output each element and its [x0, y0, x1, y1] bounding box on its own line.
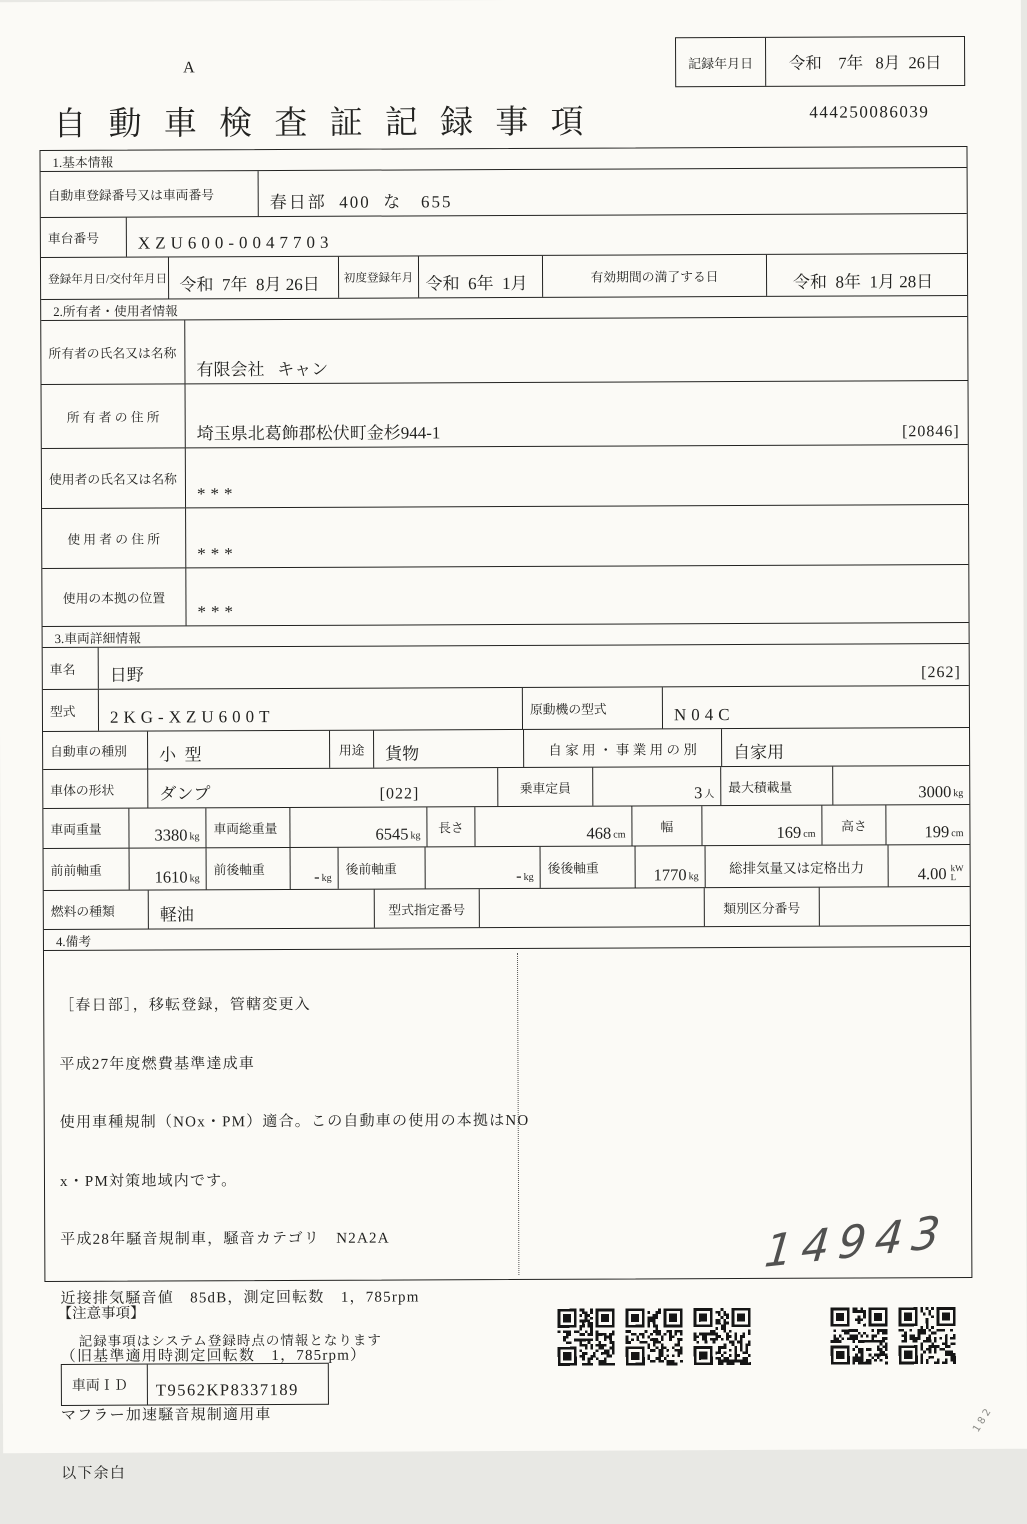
vehicle-class-value: 小 型: [148, 731, 330, 769]
body-shape-label: 車体の形状: [43, 770, 148, 808]
row-user-name: [42, 445, 968, 509]
private-business-value: 自家用: [733, 743, 785, 763]
remarks-text: [59, 956, 531, 1524]
capacity-label: 乗車定員: [498, 768, 593, 806]
displacement-unit: [951, 864, 964, 883]
length-label: 長さ: [427, 807, 475, 846]
car-name-label: 車名: [43, 648, 99, 689]
capacity-value: 3: [694, 783, 703, 803]
use-label: 用途: [330, 731, 374, 768]
width-cell: [702, 806, 822, 846]
row-owner-name: [41, 317, 967, 385]
vehicle-id-label: 車両ＩＤ: [62, 1365, 148, 1405]
displacement-label: 総排気量又は定格出力: [706, 845, 889, 887]
first-registration-label: 初度登録年月: [339, 256, 419, 297]
axle-fr-unit: kg: [321, 872, 332, 884]
type-designation-value: [480, 888, 705, 927]
remarks-line: 使用車種規制（NOx・PM）適合。この自動車の使用の本拠はNO: [59, 1112, 530, 1131]
remarks-line: 平成28年騒音規制車，騒音カテゴリ N2A2A: [60, 1230, 390, 1248]
page-title: 自 動 車 検 査 証 記 録 事 項: [53, 104, 591, 143]
notice-heading: 【注意事項】: [57, 1305, 145, 1322]
owner-address-code: [20846]: [902, 423, 960, 441]
handwritten-number: 14943: [762, 1205, 952, 1279]
use-value: 貨物: [374, 730, 524, 768]
width-unit: cm: [803, 828, 816, 840]
qr-code: [831, 1307, 888, 1364]
row-dates: [41, 254, 967, 300]
width-label: 幅: [632, 806, 702, 845]
row-axle-weights: [44, 845, 970, 891]
axle-ff-label: 前前軸重: [44, 849, 130, 890]
body-shape-cell: [148, 768, 498, 808]
fuel-value: 軽油: [149, 890, 375, 929]
displacement-unit-bottom: L: [950, 872, 957, 883]
vehicle-id-value: T9562KP8337189: [155, 1379, 299, 1400]
page-marker: A: [183, 59, 195, 77]
registration-number-value: 春日部 400 な 655: [269, 192, 453, 213]
model-value: 2KG-XZU600T: [99, 688, 523, 731]
axle-rf-cell: [426, 847, 541, 889]
registration-date-value: 令和 7年 8月 26日: [169, 257, 339, 299]
axle-ff-cell: [130, 848, 207, 889]
user-address-label: 使 用 者 の 住 所: [42, 508, 186, 568]
chassis-number-label: 車台番号: [41, 218, 127, 257]
axle-rf-label: 後前軸重: [339, 847, 426, 888]
row-class-use: [43, 728, 969, 770]
displacement-value: 4.00: [917, 863, 947, 884]
row-chassis-number: [41, 214, 967, 258]
remarks-line: ［春日部］，移転登録，管轄変更入: [59, 996, 311, 1014]
corner-note: 182: [970, 1404, 996, 1435]
owner-name-label: 所有者の氏名又は名称: [41, 320, 185, 384]
record-date-value: 令和 7年 8月 26日: [788, 53, 942, 73]
base-location-value: ***: [197, 602, 239, 622]
gross-weight-cell: [290, 807, 427, 847]
axle-ff-value: 1610: [154, 867, 188, 887]
weight-label: 車両重量: [43, 809, 129, 848]
qr-code: [899, 1307, 956, 1364]
expiry-date-label: 有効期間の満了する日: [543, 255, 767, 297]
axle-rr-unit: kg: [688, 871, 699, 883]
qr-code: [626, 1308, 683, 1365]
user-name-label: 使用者の氏名又は名称: [42, 448, 186, 508]
vehicle-id-box: [61, 1363, 329, 1406]
width-value: 169: [776, 822, 802, 842]
axle-fr-value: -: [314, 866, 320, 886]
axle-rr-cell: [636, 846, 706, 887]
notice-text: 記録事項はシステム登録時点の情報となります: [78, 1332, 382, 1349]
row-fuel: [44, 887, 970, 930]
section-heading-remarks: 4.備考: [44, 926, 970, 951]
axle-rr-value: 1770: [653, 865, 687, 885]
vehicle-class-label: 自動車の種別: [43, 732, 148, 769]
body-shape-code: [022]: [379, 785, 420, 803]
section-heading-basic: 1.基本情報: [40, 147, 966, 172]
remarks-line: （旧基準適用時測定回転数 1，785rpm）: [60, 1347, 367, 1365]
axle-fr-cell: [291, 848, 339, 889]
length-unit: cm: [613, 829, 626, 841]
owner-name-value: 有限会社 キャン: [196, 360, 329, 380]
capacity-cell: [593, 767, 721, 806]
remarks-line: マフラー加速騒音規制適用車: [60, 1406, 272, 1424]
owner-address-label: 所 有 者 の 住 所: [42, 384, 186, 448]
displacement-unit-top: kW: [950, 863, 964, 874]
displacement-cell: [889, 845, 970, 886]
registration-number-label: 自動車登録番号又は車両番号: [41, 171, 259, 217]
axle-fr-label: 前後軸重: [207, 848, 291, 889]
row-owner-address: [42, 381, 968, 449]
length-cell: [475, 806, 632, 846]
height-unit: cm: [951, 828, 964, 840]
car-name-code: [262]: [921, 664, 961, 682]
max-load-value: 3000: [918, 781, 952, 802]
document-number: 444250086039: [809, 102, 930, 122]
row-user-address: [42, 505, 968, 569]
row-base-location: [42, 565, 968, 627]
private-business-label: 自 家 用 ・ 事 業 用 の 別: [524, 729, 722, 767]
section-heading-owner: 2.所有者・使用者情報: [41, 296, 967, 321]
row-shape-capacity: [43, 766, 969, 809]
user-address-value: ***: [197, 544, 238, 564]
height-cell: [886, 805, 969, 844]
remarks-line: 近接排気騒音値 85dB，測定回転数 1，785rpm: [60, 1288, 420, 1307]
fuel-label: 燃料の種類: [44, 891, 149, 929]
length-value: 468: [586, 823, 612, 843]
max-load-label: 最大積載量: [721, 767, 833, 805]
owner-address-value: 埼玉県北葛飾郡松伏町金杉944-1: [196, 423, 441, 444]
first-registration-value: 令和 6年 1月: [419, 256, 543, 298]
remarks-line: x・PM対策地域内です。: [59, 1172, 238, 1190]
axle-rr-label: 後後軸重: [541, 846, 636, 887]
max-load-cell: [833, 766, 969, 805]
row-weights-dimensions: [43, 805, 969, 849]
height-value: 199: [924, 821, 950, 842]
record-date-box: [675, 36, 965, 87]
capacity-unit: 人: [704, 789, 715, 801]
weight-unit: kg: [189, 831, 200, 843]
row-car-name: [43, 644, 969, 690]
type-designation-label: 型式指定番号: [375, 889, 480, 927]
user-name-value: ***: [196, 484, 238, 504]
section-heading-vehicle: 3.車両詳細情報: [43, 623, 969, 648]
record-date-label: 記録年月日: [676, 38, 766, 86]
row-registration-number: [41, 168, 967, 218]
axle-ff-unit: kg: [189, 873, 200, 885]
body-shape-value: ダンプ: [159, 784, 211, 804]
category-label: 類別区分番号: [705, 888, 820, 927]
engine-model-value: N04C: [673, 705, 735, 725]
qr-code: [558, 1309, 615, 1366]
gross-weight-label: 車両総重量: [206, 808, 290, 847]
row-model: [43, 686, 969, 732]
owner-address-cell: [186, 381, 968, 447]
remarks-line: 以下余白: [61, 1465, 127, 1482]
axle-rf-value: -: [516, 865, 522, 885]
gross-weight-value: 6545: [375, 824, 409, 844]
weight-cell: [129, 808, 206, 847]
car-name-value: 日野: [109, 665, 144, 686]
category-value: [820, 887, 970, 926]
max-load-unit: kg: [953, 788, 964, 800]
registration-date-label: 登録年月日/交付年月日: [41, 257, 169, 299]
height-label: 高さ: [822, 805, 886, 844]
base-location-label: 使用の本拠の位置: [42, 568, 186, 626]
weight-value: 3380: [154, 825, 188, 845]
engine-model-label: 原動機の型式: [523, 687, 663, 729]
car-name-cell: [99, 644, 969, 689]
axle-rf-unit: kg: [523, 871, 534, 883]
model-label: 型式: [43, 690, 99, 731]
expiry-date-value: 令和 8年 1月 28日: [792, 272, 934, 293]
remarks-line: 平成27年度燃費基準達成車: [59, 1055, 256, 1073]
gross-weight-unit: kg: [410, 830, 421, 842]
chassis-number-value: XZU600-0047703: [137, 233, 334, 253]
qr-code: [694, 1308, 751, 1365]
